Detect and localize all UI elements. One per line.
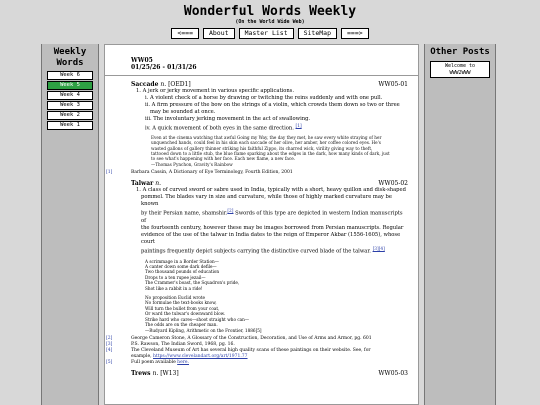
weekly-words-title: Weekly Words [53,47,87,68]
poem-link[interactable]: here. [177,359,189,365]
part-of-speech: n. [152,369,159,377]
headword: Talwar [131,180,154,188]
definitions: 1. A class of curved sword or sabre used in India, typically with a short, heavy quillon and disk-shaped pommel. The blades vary in size and curvature, while those of highly marked curvature may be known by their Persian name, shamshir.[2] Swords of this type are depicted in western Indian manuscripts of the fourteenth century, however these may be images borrowed from Persian manuscripts. Regular evidence of the use of the talwar in India dates to the reign of Emperor Akbar (1556-1605), whose court paintings frequently depict subjects carrying the distinctive curved blade of the talwar. [3][4] [136,187,406,255]
site-title: Wonderful Words Weekly [183,4,357,19]
divider [105,75,418,76]
about-button[interactable]: About [203,28,235,39]
prev-week-button[interactable]: <=== [171,28,199,39]
next-week-button[interactable]: ===> [341,28,369,39]
sub-definition: iii. The involuntary jerking movement in the act of swallowing. [145,116,311,122]
footnote-link[interactable]: [1] [295,124,302,129]
page-dates: 01/25/26 - 01/31/26 [131,64,197,71]
reference-number[interactable]: [3] [106,341,113,347]
week-link[interactable]: Week 2 [47,111,93,120]
entry-header [131,81,408,88]
reference-number[interactable]: [1] [106,170,113,176]
week-link[interactable]: Week 6 [47,71,93,80]
sub-definition: ii. A firm pressure of the bow on the strings of a violin, which crowds them down so two or three may be sounded at once. [145,102,400,115]
weekly-words-sidebar [41,44,99,405]
other-post-link[interactable]: Welcome to WWW2WWW [430,61,490,78]
entry-header [131,370,408,377]
week-list [42,71,98,130]
part-of-speech: n. [155,180,161,188]
master-list-button[interactable]: Master List [239,28,294,39]
reference-number[interactable]: [4] [106,347,113,353]
entry-code: WW05-02 [378,180,408,188]
headword: Saccade [131,81,159,88]
definition: 1. A jerk or jerky movement in various specific applications. [136,88,294,94]
etymology-source: [OED1] [168,81,191,88]
external-link[interactable]: https://www.clevelandart.org/art/1971.77 [153,353,248,359]
quote-citation: —Thomas Pynchon, Gravity's Rainbow [151,161,233,167]
main-content [104,44,419,405]
page-code: WW05 [131,57,153,64]
other-posts-sidebar [424,44,496,405]
site-subtitle: (On the World Wide Web) [235,19,305,25]
sub-definition: i. A violent check of a horse by drawing or twitching the reins suddenly and with one pull. [145,95,383,101]
other-posts-title: Other Posts [430,47,490,57]
reference: [4] The Cleveland Museum of Art has several high quality scans of these paintings on their website. See, for [106,347,371,353]
definitions [136,88,408,133]
reference-number[interactable]: [5] [106,359,113,365]
etymology-source: [W13] [160,369,179,377]
reference: example, https://www.clevelandart.org/art/1971.77 [131,353,248,359]
week-link[interactable]: Week 3 [47,101,93,110]
week-link[interactable]: Week 1 [47,121,93,130]
footnote-link[interactable]: [3][4] [372,246,385,252]
top-nav [0,28,540,39]
reference: [5] Full poem available here. [106,359,189,365]
week-link-active[interactable]: Week 5 [47,81,93,90]
sub-definition: iv. A quick movement of both eyes in the same direction. [1] [145,124,302,132]
entry-header [131,180,408,187]
usage-quote: Even at the cinema watching that awful Going my Way, the day they met, he saw every white straying of her unquenched hands, could feel in his skin each saccade of her olive, her amber, her coffee colored eyes. He's wasted gallons of gallery thinner striking his faithful Zippo, its charred wick, virility giving way to theft, tattooed down to a little stub, the blue flame sparking about the edges in the dark, how many kinds of dark, just to see what's happening with her face. Each new flame, a new face. —Thomas Pynchon, Gravity's Rainbow [151,135,408,167]
reference-number[interactable]: [2] [106,335,113,341]
headword: Trews [131,369,151,377]
usage-poem: A scrimmage in a Border Station— A canter down some dark defile— Two thousand pounds of education Drops to a ten rupee jezail— The Crammer's boast, the Squadron's pride, Shot like a rabbit in a ride! No proposition Euclid wrote No formulae the text-books know, Will turn the bullet from your coat, Or ward the tulwar's downward blow. Strike hard who cares—shoot straight who can— The odds are on the cheaper man. —Rudyard Kipling, Arithmetic on the Frontier, 1886[5] [145,258,262,333]
entry-code: WW05-03 [378,369,408,377]
reference: [3] P.S. Rawson, The Indian Sword, 1968, pg. 16. [106,341,235,347]
reference: [2] George Cameron Stone, A Glossary of the Construction, Decoration, and Use of Arms and Armor, pg. 601 [106,335,372,341]
week-link[interactable]: Week 4 [47,91,93,100]
sitemap-button[interactable]: SiteMap [298,28,337,39]
entry-code: WW05-01 [378,81,408,88]
part-of-speech: n. [160,81,167,88]
footnote-link[interactable]: [2] [227,209,234,215]
reference: [1] Barbara Cassin, A Dictionary of Eye Terminology, Fourth Edition, 2001 [106,170,293,176]
